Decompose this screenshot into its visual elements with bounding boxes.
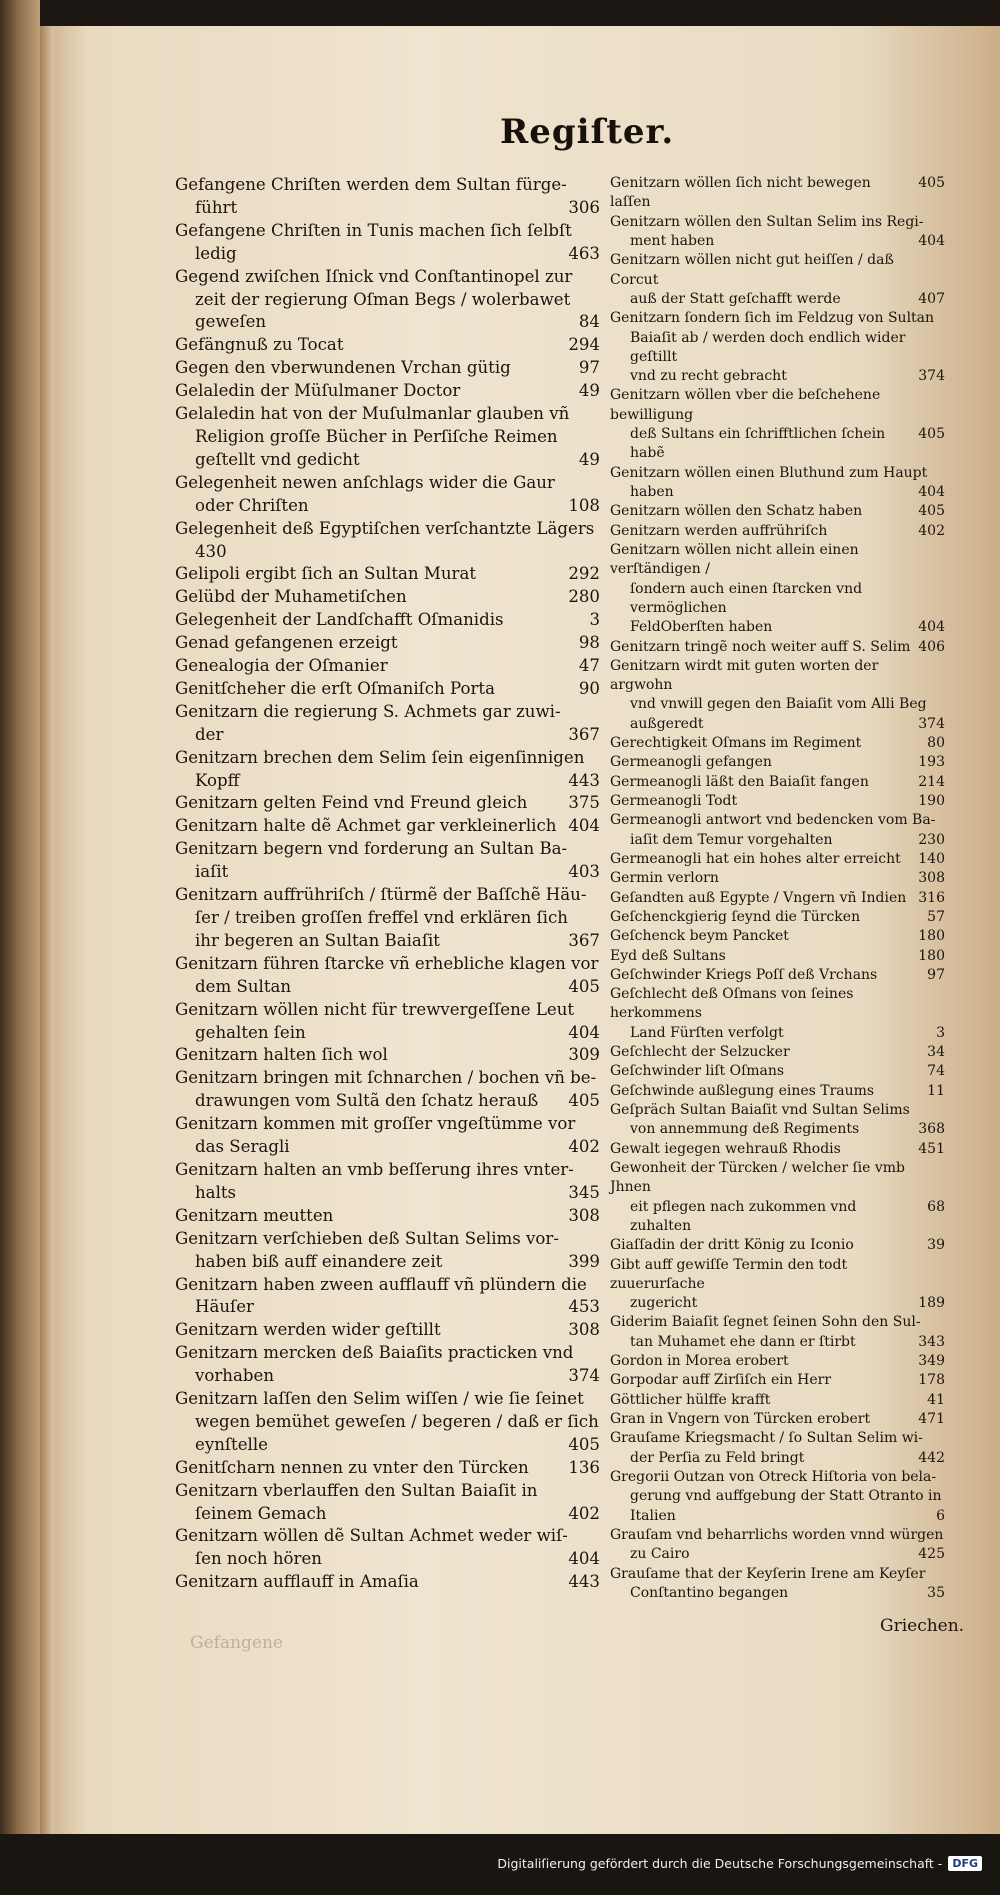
entry-text: Genitzarn tringẽ noch weiter auff S. Selim xyxy=(610,638,911,655)
entry-page-number: 443 xyxy=(568,770,600,790)
index-entry xyxy=(610,1371,945,1390)
entry-text: Giderim Baiaſit ſegnet ſeinen Sohn den Sul- xyxy=(610,1314,921,1331)
index-entry xyxy=(610,889,945,908)
entry-text: Gorpodar auff Zirſiſch ein Herr xyxy=(610,1372,832,1389)
entry-page-number: 180 xyxy=(918,928,945,945)
index-entry xyxy=(610,908,945,927)
index-entry xyxy=(175,953,600,999)
index-entry xyxy=(610,1468,945,1526)
index-entry xyxy=(610,927,945,946)
entry-text: Geſchenck beym Pancket xyxy=(610,928,789,945)
entry-page-number: 442 xyxy=(918,1449,945,1466)
index-entry xyxy=(610,850,945,869)
entry-text: eit pflegen nach zukommen vnd zuhalten xyxy=(630,1198,857,1234)
entry-page-number: 443 xyxy=(568,1572,600,1592)
entry-page-number: 308 xyxy=(918,870,945,887)
entry-text: oder Chriſten xyxy=(195,495,309,515)
entry-text: haben xyxy=(630,484,674,500)
entry-text: ment haben xyxy=(630,232,715,249)
entry-page-number: 343 xyxy=(918,1333,945,1350)
entry-text: Genitzarn verſchieben deß Sultan Selims vor- xyxy=(175,1228,559,1248)
entry-text: Genitzarn brechen dem Selim ſein eigenſinnigen xyxy=(175,747,585,767)
entry-text: Genitzarn wöllen vber die beſchehene bewilligung xyxy=(610,387,881,423)
index-entry xyxy=(610,1043,945,1062)
index-entry xyxy=(175,1205,600,1228)
entry-page-number: 402 xyxy=(568,1503,600,1523)
index-entry xyxy=(610,1140,945,1159)
index-entry xyxy=(175,1525,600,1571)
entry-page-number: 292 xyxy=(568,564,600,584)
entry-page-number: 3 xyxy=(936,1024,945,1041)
index-entry xyxy=(175,1113,600,1159)
index-entry xyxy=(610,1391,945,1410)
index-entry xyxy=(610,1159,945,1236)
entry-text: deß Sultans ein ſchrifftlichen ſchein habẽ xyxy=(630,426,886,462)
index-entry xyxy=(610,309,945,386)
entry-page-number: 193 xyxy=(918,754,945,771)
entry-text: Genitzarn vberlauffen den Sultan Baiaſit in xyxy=(175,1480,538,1500)
index-entry xyxy=(610,657,945,734)
index-entry xyxy=(610,541,945,638)
index-entry xyxy=(175,518,600,564)
index-entry xyxy=(175,403,600,472)
entry-text: vorhaben xyxy=(195,1366,275,1386)
entry-text: Geſchwinder Kriegs Poſſ deß Vrchans xyxy=(610,966,878,983)
entry-text: führt xyxy=(195,197,238,217)
index-entry xyxy=(175,1319,600,1342)
entry-page-number: 280 xyxy=(568,587,600,607)
index-entry xyxy=(610,386,945,463)
index-entry xyxy=(175,1480,600,1526)
entry-text: Gefangene Chriſten werden dem Sultan fürge- xyxy=(175,175,567,194)
entry-text: 430 xyxy=(195,541,227,561)
entry-text: Genitzarn wöllen einen Bluthund zum Haupt xyxy=(610,464,928,481)
entry-text: Gewalt iegegen wehrauß Rhodis xyxy=(610,1140,841,1157)
index-entry xyxy=(175,266,600,335)
entry-text: Gordon in Morea erobert xyxy=(610,1353,789,1370)
entry-page-number: 97 xyxy=(578,358,600,378)
entry-page-number: 374 xyxy=(568,1366,600,1386)
entry-text: Genitzarn halten ſich wol xyxy=(175,1045,388,1065)
entry-text: ledig xyxy=(195,243,237,263)
index-entry xyxy=(175,1571,600,1594)
entry-text: wegen bemühet geweſen / begeren / daß er ſich xyxy=(195,1411,599,1431)
entry-text: Religion groſſe Bücher in Perſiſche Reimen xyxy=(195,426,558,446)
entry-text: Genitzarn wöllen nicht für trewvergeſſene Leut xyxy=(175,999,575,1019)
entry-text: tan Muhamet ehe dann er ſtirbt xyxy=(630,1333,856,1350)
index-entry xyxy=(610,1256,945,1314)
index-entry xyxy=(175,655,600,678)
index-entry xyxy=(610,1101,945,1140)
entry-text: haben biß auff einandere zeit xyxy=(195,1251,443,1271)
index-entry xyxy=(175,380,600,403)
entry-page-number: 140 xyxy=(918,850,945,867)
entry-page-number: 3 xyxy=(589,610,600,630)
index-entry xyxy=(175,884,600,953)
entry-page-number: 74 xyxy=(927,1063,945,1080)
entry-page-number: 404 xyxy=(918,484,945,500)
entry-page-number: 404 xyxy=(568,816,600,836)
entry-page-number: 367 xyxy=(568,724,600,744)
index-entry xyxy=(175,1342,600,1388)
entry-page-number: 463 xyxy=(568,243,600,263)
entry-text: Gelübd der Muhametiſchen xyxy=(175,587,407,607)
entry-text: Geſchenckgierig ſeynd die Türcken xyxy=(610,908,861,925)
index-entry xyxy=(610,1236,945,1255)
entry-page-number: 349 xyxy=(918,1353,945,1370)
entry-page-number: 368 xyxy=(918,1121,945,1138)
entry-text: Genitzarn laſſen den Selim wiſſen / wie ſie ſeinet xyxy=(175,1389,584,1409)
entry-page-number: 367 xyxy=(568,930,600,950)
index-entry xyxy=(610,1410,945,1429)
index-entry xyxy=(610,811,945,850)
entry-page-number: 178 xyxy=(918,1372,945,1389)
entry-text: Genitzarn auffrühriſch / ſtürmẽ der Baſſchẽ Häu- xyxy=(175,885,587,905)
entry-text: Genitzarn werden wider geſtillt xyxy=(175,1320,441,1340)
index-entry xyxy=(175,1228,600,1274)
index-entry xyxy=(175,1274,600,1320)
entry-text: eynſtelle xyxy=(195,1434,268,1454)
entry-page-number: 90 xyxy=(578,678,600,698)
entry-text: Geſchlecht deß Oſmans von ſeines herkommens xyxy=(610,986,854,1022)
entry-text: Genitzarn gelten Feind vnd Freund gleich xyxy=(175,793,528,813)
entry-page-number: 404 xyxy=(568,1022,600,1042)
entry-page-number: 309 xyxy=(568,1045,600,1065)
index-entry xyxy=(175,1067,600,1113)
entry-text: Germin verlorn xyxy=(610,870,719,887)
entry-text: Genitſcheher die erſt Oſmaniſch Porta xyxy=(175,678,495,698)
entry-page-number: 405 xyxy=(918,175,945,191)
index-entry xyxy=(610,1062,945,1081)
entry-text: Genitzarn meutten xyxy=(175,1205,334,1225)
entry-text: Conſtantino begangen xyxy=(630,1584,789,1601)
entry-text: vnd zu recht gebracht xyxy=(630,368,787,385)
entry-page-number: 57 xyxy=(927,908,945,925)
entry-page-number: 306 xyxy=(568,197,600,217)
entry-page-number: 402 xyxy=(568,1137,600,1157)
funding-text: Digitaliſierung gefördert durch die Deutsche Forschungsgemeinschaft - xyxy=(497,1856,943,1871)
entry-text: der Perſia zu Feld bringt xyxy=(630,1449,805,1466)
entry-page-number: 399 xyxy=(568,1251,600,1271)
entry-page-number: 41 xyxy=(927,1391,945,1408)
index-entry xyxy=(610,464,945,503)
index-entry xyxy=(610,869,945,888)
entry-text: Genitzarn wöllen ſich nicht bewegen laſſen xyxy=(610,175,871,211)
entry-page-number: 11 xyxy=(927,1082,945,1099)
entry-page-number: 136 xyxy=(568,1457,600,1477)
entry-text: dem Sultan xyxy=(195,976,292,996)
entry-text: Giaſſadin der dritt König zu Iconio xyxy=(610,1237,854,1254)
entry-text: Geſchlecht der Selzucker xyxy=(610,1044,790,1061)
entry-text: Gerechtigkeit Oſmans im Regiment xyxy=(610,735,862,752)
index-entry xyxy=(610,734,945,753)
entry-text: Genitzarn wöllen nicht gut heiſſen / daß Corcut xyxy=(610,252,894,288)
entry-page-number: 68 xyxy=(927,1198,945,1215)
entry-text: vnd vnwill gegen den Baiaſit vom Alli Beg xyxy=(630,696,927,713)
index-entry xyxy=(610,1526,945,1565)
entry-page-number: 375 xyxy=(568,793,600,813)
entry-text: ſondern auch einen ſtarcken vnd vermöglichen xyxy=(630,580,863,616)
entry-page-number: 345 xyxy=(568,1182,600,1202)
entry-text: Genitzarn wöllen dẽ Sultan Achmet weder wiſ- xyxy=(175,1526,568,1546)
index-entry xyxy=(175,1388,600,1457)
entry-text: Geſandten auß Egypte / Vngern vñ Indien xyxy=(610,889,907,906)
entry-page-number: 374 xyxy=(918,368,945,385)
entry-text: Gran in Vngern von Türcken erobert xyxy=(610,1411,871,1427)
entry-text: gerung vnd auffgebung der Statt Otranto in xyxy=(630,1488,942,1505)
entry-text: Germeanogli hat ein hohes alter erreicht xyxy=(610,850,901,867)
entry-text: Genitzarn bringen mit ſchnarchen / bochen vñ be- xyxy=(175,1068,597,1088)
entry-text: Geſpräch Sultan Baiaſit vnd Sultan Selims xyxy=(610,1102,910,1118)
entry-text: Gelegenheit newen anſchlags wider die Gaur xyxy=(175,472,555,492)
entry-page-number: 6 xyxy=(936,1507,945,1524)
entry-page-number: 405 xyxy=(918,426,945,443)
entry-text: von annemmung deß Regiments xyxy=(630,1121,860,1138)
entry-text: Genitzarn aufflauff in Amaſia xyxy=(175,1572,419,1592)
index-entry xyxy=(175,220,600,266)
entry-page-number: 316 xyxy=(918,889,945,906)
index-entry xyxy=(175,701,600,747)
index-entry xyxy=(175,747,600,793)
page-gutter xyxy=(40,26,54,1834)
index-column-left xyxy=(175,174,600,1594)
entry-page-number: 34 xyxy=(927,1044,945,1061)
index-entry xyxy=(175,1044,600,1067)
entry-text: Genealogia der Oſmanier xyxy=(175,656,388,676)
funding-notice xyxy=(497,1856,982,1871)
index-entry xyxy=(175,1457,600,1480)
entry-text: Gelipoli ergibt ſich an Sultan Murat xyxy=(175,564,477,584)
entry-text: ſer / treiben groſſen freffel vnd erklären ſich xyxy=(195,908,568,927)
entry-page-number: 47 xyxy=(578,656,600,676)
entry-text: der xyxy=(195,724,224,744)
entry-text: Geſchwinde außlegung eines Traums xyxy=(610,1082,875,1099)
entry-text: Grauſame Kriegsmacht / ſo Sultan Selim wi- xyxy=(610,1430,923,1447)
entry-page-number: 84 xyxy=(578,312,600,332)
entry-page-number: 404 xyxy=(918,619,945,636)
index-entry xyxy=(610,966,945,985)
entry-page-number: 471 xyxy=(918,1411,945,1427)
entry-page-number: 80 xyxy=(927,735,945,752)
index-entry xyxy=(610,947,945,966)
entry-text: Genad gefangenen erzeigt xyxy=(175,633,398,653)
index-entry xyxy=(610,638,945,657)
entry-page-number: 405 xyxy=(568,1091,600,1111)
entry-text: Gefängnuß zu Tocat xyxy=(175,335,344,355)
index-entry xyxy=(610,1313,945,1352)
entry-page-number: 453 xyxy=(568,1297,600,1317)
entry-text: Genitzarn haben zween aufflauff vñ plündern die xyxy=(175,1274,587,1294)
index-entry xyxy=(610,213,945,252)
entry-page-number: 406 xyxy=(918,638,945,655)
entry-text: Genitzarn mercken deß Baiaſits practicken vnd xyxy=(175,1343,574,1363)
entry-page-number: 49 xyxy=(578,381,600,401)
entry-text: Grauſame that der Keyſerin Irene am Keyſer xyxy=(610,1565,926,1582)
index-entry xyxy=(610,1082,945,1101)
index-entry xyxy=(175,678,600,701)
entry-text: Gewonheit der Türcken / welcher ſie vmb Jhnen xyxy=(610,1159,906,1196)
entry-text: Göttlicher hülffe krafft xyxy=(610,1391,771,1408)
entry-text: Geſchwinder liſt Oſmans xyxy=(610,1063,785,1080)
entry-text: außgeredt xyxy=(630,715,704,732)
entry-text: ſen noch hören xyxy=(195,1549,322,1569)
entry-page-number: 214 xyxy=(918,773,945,790)
index-entry xyxy=(175,174,600,220)
entry-text: ihr begeren an Sultan Baiaſit xyxy=(195,930,440,950)
entry-text: Germeanogli läßt den Baiaſit fangen xyxy=(610,773,869,790)
entry-text: iaſit xyxy=(195,862,229,882)
index-entry xyxy=(175,632,600,655)
entry-text: Baiaſit ab / werden doch endlich wider geſtillt xyxy=(630,329,906,365)
entry-page-number: 39 xyxy=(927,1237,945,1254)
entry-text: Gegen den vberwundenen Vrchan gütig xyxy=(175,358,511,378)
index-entry xyxy=(175,792,600,815)
entry-text: FeldOberſten haben xyxy=(630,619,773,636)
entry-page-number: 374 xyxy=(918,715,945,732)
entry-text: auß der Statt geſchafft werde xyxy=(630,290,841,307)
entry-text: Grauſam vnd beharrlichs worden vnnd würgen xyxy=(610,1526,944,1543)
entry-text: gehalten ſein xyxy=(195,1022,306,1042)
entry-page-number: 405 xyxy=(918,503,945,520)
entry-page-number: 49 xyxy=(578,449,600,469)
index-column-right xyxy=(610,174,945,1603)
entry-text: Genitzarn werden auffrühriſch xyxy=(610,522,828,539)
entry-page-number: 189 xyxy=(918,1295,945,1312)
entry-page-number: 451 xyxy=(918,1140,945,1157)
entry-text: Gelaledin der Müſulmaner Doctor xyxy=(175,381,461,401)
entry-text: Genitſcharn nennen zu vnter den Türcken xyxy=(175,1457,529,1477)
entry-text: das Seragli xyxy=(195,1137,290,1157)
index-entry xyxy=(175,586,600,609)
index-entry xyxy=(175,815,600,838)
entry-text: Gefangene Chriſten in Tunis machen ſich ſelbſt xyxy=(175,220,572,240)
entry-text: Genitzarn wöllen nicht allein einen verſtändigen / xyxy=(610,541,859,578)
entry-page-number: 35 xyxy=(927,1584,945,1601)
entry-text: geſtellt vnd gedicht xyxy=(195,449,360,469)
entry-text: Kopff xyxy=(195,770,240,790)
entry-page-number: 180 xyxy=(918,947,945,964)
index-entry xyxy=(610,985,945,1043)
index-entry xyxy=(175,838,600,884)
entry-text: ſeinem Gemach xyxy=(195,1503,327,1523)
entry-text: iaſit dem Temur vorgehalten xyxy=(630,831,833,848)
page-header: Regiſter. xyxy=(500,112,675,152)
entry-text: Gelaledin hat von der Muſulmanlar glauben vñ xyxy=(175,404,570,424)
entry-page-number: 404 xyxy=(568,1549,600,1569)
entry-text: Genitzarn wöllen den Sultan Selim ins Regi- xyxy=(610,213,924,230)
index-entry xyxy=(610,753,945,772)
entry-text: Genitzarn begern vnd forderung an Sultan Ba- xyxy=(175,839,568,859)
entry-page-number: 405 xyxy=(568,976,600,996)
entry-text: Eyd deß Sultans xyxy=(610,947,726,964)
entry-page-number: 108 xyxy=(568,495,600,515)
entry-text: zu Cairo xyxy=(630,1546,690,1563)
entry-text: Land Fürſten verfolgt xyxy=(630,1024,784,1041)
entry-page-number: 308 xyxy=(568,1205,600,1225)
entry-text: Germeanogli Todt xyxy=(610,793,738,809)
entry-text: Genitzarn halten an vmb beſſerung ihres vnter- xyxy=(175,1159,574,1179)
entry-page-number: 98 xyxy=(578,633,600,653)
show-through-catchword: Gefangene xyxy=(190,1633,283,1653)
entry-page-number: 230 xyxy=(918,831,945,848)
entry-page-number: 402 xyxy=(918,522,945,539)
index-entry xyxy=(175,609,600,632)
entry-text: halts xyxy=(195,1182,237,1202)
entry-text: Italien xyxy=(630,1507,676,1524)
index-entry xyxy=(175,1159,600,1205)
entry-text: Genitzarn wöllen den Schatz haben xyxy=(610,503,863,520)
index-entry xyxy=(610,1565,945,1604)
index-entry xyxy=(610,174,945,213)
entry-text: Genitzarn führen ſtarcke vñ erhebliche klagen vor xyxy=(175,953,599,973)
entry-text: Gegend zwiſchen Iſnick vnd Conſtantinopel zur xyxy=(175,266,573,286)
entry-page-number: 405 xyxy=(568,1434,600,1454)
index-entry xyxy=(175,472,600,518)
index-entry xyxy=(175,563,600,586)
entry-text: Gibt auff gewiſſe Termin den todt zuuerurſache xyxy=(610,1256,848,1292)
entry-page-number: 190 xyxy=(918,793,945,809)
entry-page-number: 308 xyxy=(568,1320,600,1340)
index-entry xyxy=(610,792,945,811)
index-entry xyxy=(610,522,945,541)
index-entry xyxy=(175,999,600,1045)
footer-bar xyxy=(0,1834,1000,1895)
index-entry xyxy=(610,251,945,309)
entry-text: Häuſer xyxy=(195,1297,254,1317)
entry-text: geweſen xyxy=(195,312,267,332)
entry-page-number: 403 xyxy=(568,862,600,882)
entry-text: Genitzarn kommen mit groſſer vngeſtümme vor xyxy=(175,1114,576,1134)
index-entry xyxy=(175,357,600,380)
entry-text: Germeanogli antwort vnd bedencken vom Ba- xyxy=(610,812,936,829)
index-entry xyxy=(610,1429,945,1468)
entry-text: drawungen vom Sultã den ſchatz herauß xyxy=(195,1091,539,1111)
entry-text: Gelegenheit der Landſchafft Oſmanidis xyxy=(175,610,504,630)
index-entry xyxy=(610,773,945,792)
entry-text: Genitzarn wirdt mit guten worten der argwohn xyxy=(610,657,879,694)
entry-page-number: 407 xyxy=(918,290,945,307)
entry-text: Genitzarn halte dẽ Achmet gar verkleinerlich xyxy=(175,816,557,836)
entry-text: zugericht xyxy=(630,1295,698,1312)
index-entry xyxy=(610,1352,945,1371)
entry-page-number: 294 xyxy=(568,335,600,355)
entry-page-number: 97 xyxy=(927,966,945,983)
entry-text: Genitzarn die regierung S. Achmets gar zuwi- xyxy=(175,701,561,721)
entry-page-number: 404 xyxy=(918,232,945,249)
entry-page-number: 425 xyxy=(918,1546,945,1563)
entry-text: Gregorii Outzan von Otreck Hiſtoria von bela- xyxy=(610,1468,937,1485)
entry-text: Germeanogli gefangen xyxy=(610,754,772,771)
book-spine xyxy=(0,0,40,1895)
entry-text: zeit der regierung Oſman Begs / wolerbawet xyxy=(195,289,571,309)
dfg-logo-icon: DFG xyxy=(948,1856,982,1871)
catchword: Griechen. xyxy=(880,1616,965,1636)
index-entry xyxy=(610,502,945,521)
entry-text: Gelegenheit deß Egyptiſchen verſchantzte Lägers xyxy=(175,518,595,538)
entry-text: Genitzarn ſondern ſich im Feldzug von Sultan xyxy=(610,310,935,327)
index-entry xyxy=(175,334,600,357)
